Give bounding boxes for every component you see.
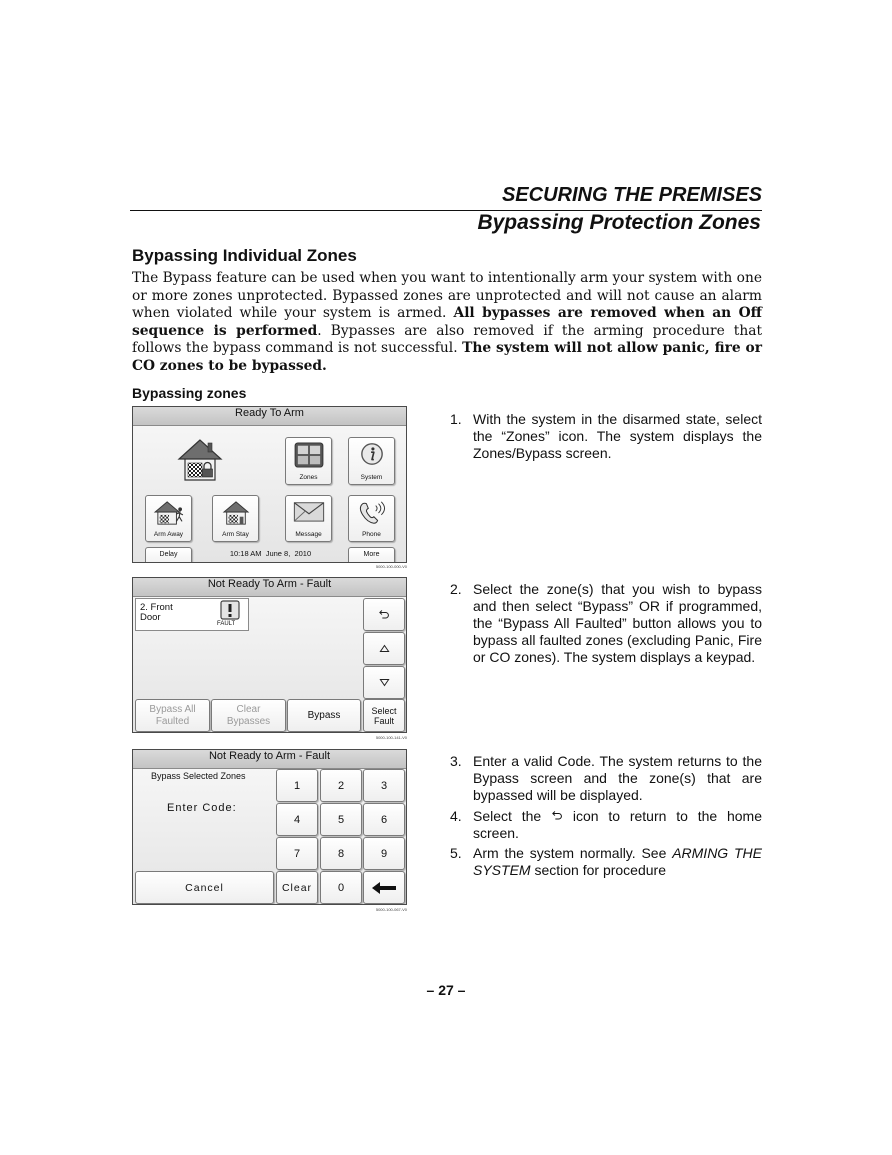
figure-code: 5000-100-141-V0 <box>375 735 407 740</box>
key-label: 3 <box>380 779 388 792</box>
phone-label: Phone <box>362 531 381 538</box>
up-arrow-icon <box>379 644 390 653</box>
select-fault-label: Select Fault <box>371 705 397 726</box>
clear-bypasses-button <box>211 699 286 732</box>
select-fault-button <box>363 699 405 732</box>
step-number: 2. <box>450 581 462 597</box>
keypad-screen-figure <box>132 749 407 905</box>
datetime-display: 10:18 AM June 8, 2010 <box>229 549 312 558</box>
clear-label: Clear <box>281 881 313 894</box>
delay-button <box>145 547 192 563</box>
key-6 <box>363 803 405 836</box>
key-label: 8 <box>337 847 345 860</box>
intro-text-2: . Bypasses are also removed if the arming procedure that follows the bypass command is not successful. <box>132 322 762 356</box>
enter-code-prompt: Enter Code: <box>167 802 237 814</box>
scroll-down-button <box>363 666 405 699</box>
fault-icon <box>220 600 240 620</box>
key-label: 5 <box>337 813 345 826</box>
key-label: 9 <box>380 847 388 860</box>
step-5 <box>450 845 762 879</box>
step-number: 4. <box>450 808 462 824</box>
step-number: 1. <box>450 411 462 427</box>
key-1 <box>276 769 318 802</box>
more-label: More <box>363 551 380 558</box>
back-button <box>363 598 405 631</box>
system-button <box>348 437 395 485</box>
clear-button <box>276 871 318 904</box>
key-label: 6 <box>380 813 388 826</box>
section-heading: Bypassing Individual Zones <box>132 246 357 265</box>
step-text <box>473 808 762 842</box>
intro-text-1: The Bypass feature can be used when you want to intentionally arm your system with one or more zones unprotected. Bypassed zones are unprotected and will not cause an alarm when violated while your system is armed. <box>132 270 762 321</box>
zones-label: Zones <box>299 474 318 481</box>
scroll-up-button <box>363 632 405 665</box>
down-arrow-icon <box>379 678 390 687</box>
key-label: 7 <box>293 847 301 860</box>
key-7 <box>276 837 318 870</box>
step-4 <box>450 808 762 842</box>
bypass-label: Bypass <box>307 709 341 721</box>
delay-label: Delay <box>159 551 178 558</box>
subheading: Bypassing zones <box>132 385 247 401</box>
zones-button <box>285 437 332 485</box>
figure-code: 5000-100-000-V0 <box>375 564 407 569</box>
step-text-b: section for procedure <box>534 862 666 878</box>
intro-bold-1: All bypasses are removed when an Off sequence is performed <box>132 305 763 339</box>
cancel-button <box>135 871 274 904</box>
key-label: 2 <box>337 779 345 792</box>
step-2 <box>450 581 762 666</box>
clear-bypasses-label: Clear Bypasses <box>226 703 271 727</box>
cancel-label: Cancel <box>185 881 224 894</box>
bypass-button <box>287 699 361 732</box>
bypass-all-faulted-button <box>135 699 210 732</box>
subsection-title: Bypassing Protection Zones <box>477 211 761 234</box>
step-text-b: icon to return to the home screen. <box>473 808 763 841</box>
step-1 <box>450 411 762 462</box>
key-label: 1 <box>293 779 301 792</box>
key-5 <box>320 803 362 836</box>
intro-paragraph <box>132 270 762 375</box>
phone-icon <box>357 500 387 526</box>
key-label: 0 <box>337 881 345 894</box>
step-number: 3. <box>450 753 462 769</box>
step-number: 5. <box>450 845 462 861</box>
section-title: SECURING THE PREMISES <box>501 184 762 206</box>
intro-bold-2: The system will not allow panic, fire or CO zones to be bypassed. <box>132 340 763 374</box>
zones-screen-figure <box>132 577 407 733</box>
key-3 <box>363 769 405 802</box>
backspace-button <box>363 871 405 904</box>
key-label: 4 <box>293 813 301 826</box>
key-0 <box>320 871 362 904</box>
step-3 <box>450 753 762 804</box>
step-text-a: Arm the system normally. See <box>473 845 667 861</box>
key-4 <box>276 803 318 836</box>
zone-name: 2. Front Door <box>140 602 173 623</box>
phone-button <box>348 495 395 542</box>
arm-stay-label: Arm Stay <box>222 531 249 538</box>
key-2 <box>320 769 362 802</box>
arm-away-label: Arm Away <box>153 531 184 538</box>
left-arrow-icon <box>372 882 396 894</box>
zone-list-item <box>135 598 249 631</box>
arm-stay-button <box>212 495 259 542</box>
arm-away-button <box>145 495 192 542</box>
step-text: Select the zone(s) that you wish to bypass and then select “Bypass” OR if programmed, the “Bypass All Faulted” button allows you to bypass all faulted zones (excluding Panic, Fire or CO zones). The system displays a keypad. <box>473 581 762 665</box>
step-text-a: Select the <box>473 808 542 824</box>
more-button <box>348 547 395 563</box>
back-icon <box>551 811 563 821</box>
bypass-all-faulted-label: Bypass All Faulted <box>149 703 196 727</box>
arm-stay-icon <box>222 500 250 526</box>
envelope-icon <box>293 500 325 522</box>
zones-icon <box>294 442 324 468</box>
house-armed-icon <box>177 438 223 482</box>
step-text: Enter a valid Code. The system returns to the Bypass screen and the zone(s) that are bypassed will be displayed. <box>473 753 762 803</box>
page-number: – 27 – <box>426 982 466 998</box>
screen-title: Ready To Arm <box>133 407 406 426</box>
home-screen-figure <box>132 406 407 563</box>
cross-reference: ARMING THE SYSTEM <box>473 845 762 878</box>
step-text <box>473 845 762 879</box>
key-9 <box>363 837 405 870</box>
message-button <box>285 495 332 542</box>
screen-title: Not Ready to Arm - Fault <box>133 750 406 769</box>
message-label: Message <box>295 531 322 538</box>
key-8 <box>320 837 362 870</box>
figure-code: 5000-100-067-V0 <box>375 907 407 912</box>
bypass-selected-zones-label: Bypass Selected Zones <box>151 771 246 781</box>
zone-status: FAULT <box>217 621 236 627</box>
info-icon <box>360 442 384 466</box>
system-label: System <box>360 474 383 481</box>
back-icon <box>378 610 390 620</box>
arm-away-icon <box>153 500 185 526</box>
screen-title: Not Ready To Arm - Fault <box>133 578 406 597</box>
step-text: With the system in the disarmed state, select the “Zones” icon. The system displays the Zones/Bypass screen. <box>473 411 762 461</box>
